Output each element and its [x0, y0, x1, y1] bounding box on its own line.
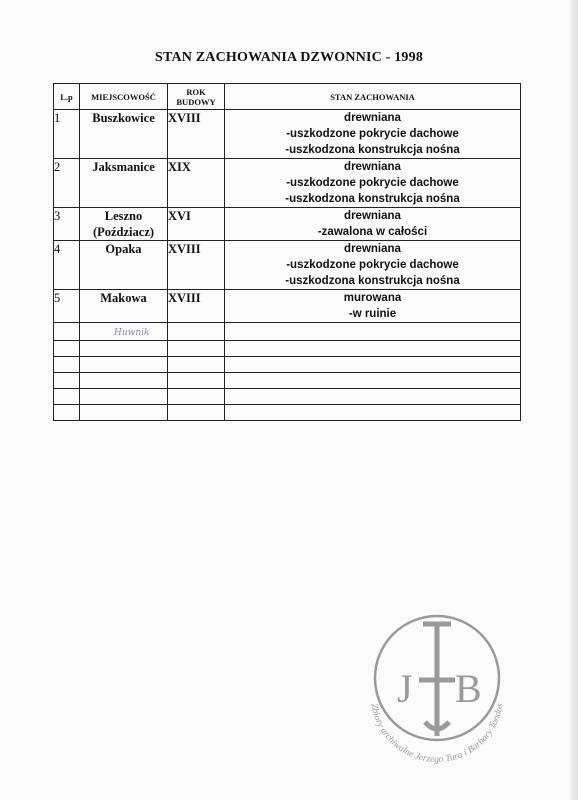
row-year: XVIII [168, 290, 225, 323]
table-row [54, 241, 521, 290]
state-line: drewniana [344, 210, 401, 222]
page-edge [570, 0, 578, 800]
row-place [80, 241, 168, 290]
place-name: Buszkowice [92, 111, 155, 125]
row-place [80, 159, 168, 208]
table-row [54, 208, 521, 241]
row-lp: 4 [54, 241, 80, 290]
stamp-letter-j: J [397, 666, 413, 711]
state-line: -uszkodzona konstrukcja nośna [285, 193, 460, 205]
place-subname: (Poździacz) [92, 225, 155, 239]
state-line: -uszkodzone pokrycie dachowe [286, 128, 459, 140]
blank-row [54, 373, 521, 389]
table-header-row [54, 84, 521, 110]
place-name: Leszno [104, 209, 143, 223]
row-state [225, 241, 521, 290]
header-place: MIEJSCOWOŚĆ [80, 84, 168, 110]
table-row [54, 159, 521, 208]
row-lp: 5 [54, 290, 80, 323]
state-line: -uszkodzona konstrukcja nośna [285, 275, 460, 287]
state-line: -uszkodzone pokrycie dachowe [286, 259, 459, 271]
state-line: -uszkodzone pokrycie dachowe [286, 177, 459, 189]
row-year: XVIII [168, 110, 225, 159]
row-state [225, 208, 521, 241]
row-lp: 3 [54, 208, 80, 241]
header-year-line1: ROK [186, 86, 206, 97]
state-line: murowana [343, 292, 402, 304]
archive-stamp [363, 604, 511, 764]
row-state [225, 110, 521, 159]
row-lp: 2 [54, 159, 80, 208]
row-place [80, 208, 168, 241]
row-state [225, 290, 521, 323]
state-line: drewniana [344, 112, 401, 124]
header-year [168, 84, 225, 110]
header-state: STAN ZACHOWANIA [225, 84, 521, 110]
place-name: Opaka [105, 242, 142, 256]
state-line: -zawalona w całości [317, 226, 428, 238]
blank-row [54, 357, 521, 373]
row-year: XIX [168, 159, 225, 208]
row-place [80, 110, 168, 159]
row-state [225, 159, 521, 208]
header-year-line2: BUDOWY [176, 96, 216, 107]
header-lp: L.p [54, 84, 80, 110]
row-year: XVIII [168, 241, 225, 290]
belfry-condition-table [53, 83, 521, 421]
blank-row [54, 341, 521, 357]
row-place [80, 290, 168, 323]
stamp-text: Zbiory archiwalne Jerzego Tura i Barbary Tondos [368, 702, 506, 764]
place-name: Makowa [100, 291, 147, 305]
state-line: drewniana [344, 161, 401, 173]
blank-row [54, 389, 521, 405]
row-year: XVI [168, 208, 225, 241]
blank-row [54, 323, 521, 341]
handwritten-note: Huwnik [114, 328, 150, 338]
document-title: STAN ZACHOWANIA DZWONNIC - 1998 [154, 50, 424, 65]
table-row [54, 110, 521, 159]
state-line: -uszkodzona konstrukcja nośna [285, 144, 460, 156]
stamp-letter-b: B [455, 666, 482, 711]
stamp-cross-t [419, 624, 455, 736]
state-line: drewniana [344, 243, 401, 255]
place-name: Jaksmanice [92, 160, 155, 174]
blank-row [54, 405, 521, 421]
row-lp: 1 [54, 110, 80, 159]
state-line: -w ruinie [348, 308, 397, 320]
table-row [54, 290, 521, 323]
